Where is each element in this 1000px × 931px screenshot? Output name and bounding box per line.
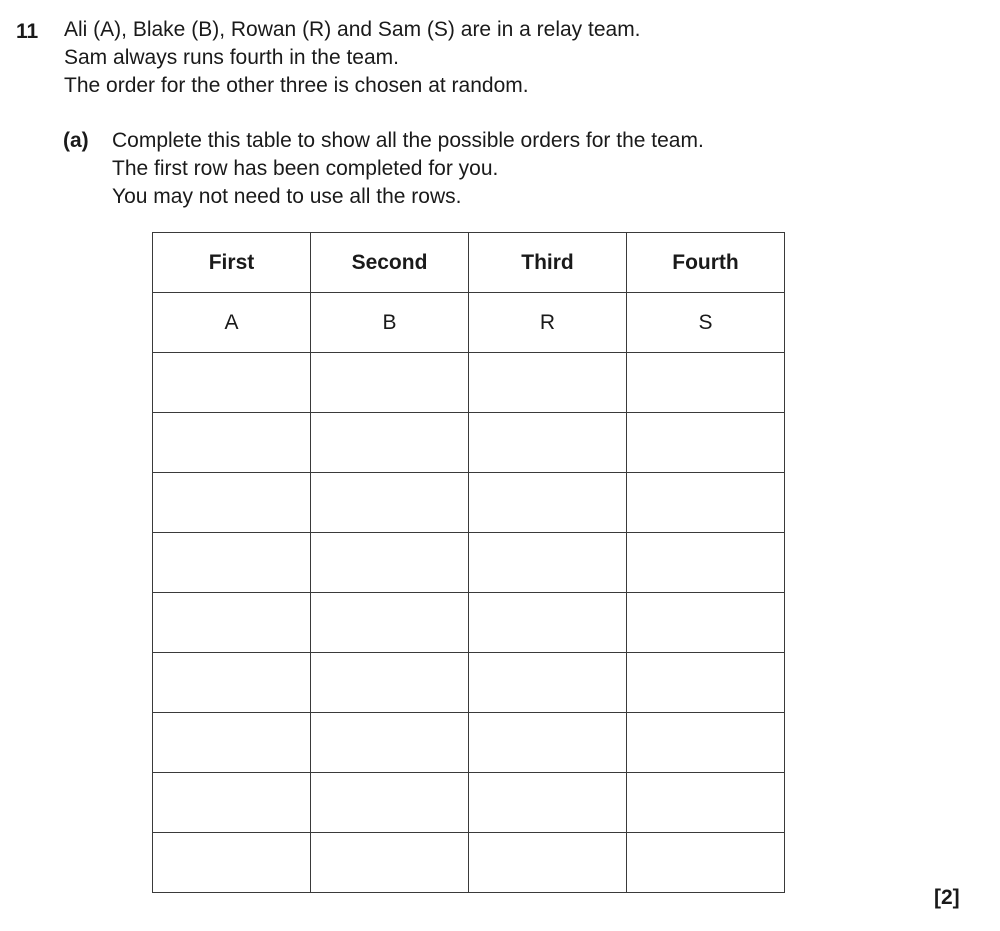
table-row (153, 533, 785, 593)
table-cell[interactable] (311, 713, 469, 773)
table-row (153, 833, 785, 893)
instruction-line: You may not need to use all the rows. (112, 185, 462, 208)
part-a-instructions (112, 127, 704, 211)
table-cell[interactable] (627, 473, 785, 533)
stem-line: Ali (A), Blake (B), Rowan (R) and Sam (S) are in a relay team. (64, 18, 641, 41)
orders-table (152, 232, 785, 893)
table-cell[interactable] (311, 353, 469, 413)
table-cell[interactable] (469, 713, 627, 773)
header-second: Second (311, 233, 469, 293)
instruction-line: The first row has been completed for you. (112, 157, 499, 180)
table-cell[interactable] (469, 833, 627, 893)
table-cell[interactable] (153, 713, 311, 773)
table-cell[interactable] (153, 353, 311, 413)
table-row (153, 773, 785, 833)
table-cell: R (469, 293, 627, 353)
table-cell[interactable] (627, 353, 785, 413)
table-row (153, 473, 785, 533)
question-stem (64, 16, 641, 100)
table-cell[interactable] (153, 833, 311, 893)
table-cell[interactable] (311, 533, 469, 593)
table-cell[interactable] (469, 353, 627, 413)
table-cell[interactable] (627, 413, 785, 473)
question-number: 11 (16, 20, 39, 43)
table-cell[interactable] (153, 473, 311, 533)
table-cell[interactable] (469, 413, 627, 473)
table-cell[interactable] (627, 593, 785, 653)
table-cell[interactable] (469, 593, 627, 653)
table-row (153, 713, 785, 773)
table-cell[interactable] (469, 533, 627, 593)
table-cell[interactable] (469, 773, 627, 833)
instruction-line: Complete this table to show all the possible orders for the team. (112, 129, 704, 152)
table-cell[interactable] (153, 773, 311, 833)
table-cell[interactable] (153, 413, 311, 473)
stem-line: The order for the other three is chosen at random. (64, 74, 529, 97)
header-first: First (153, 233, 311, 293)
marks-indicator: [2] (934, 886, 960, 909)
table-row (153, 353, 785, 413)
table-cell[interactable] (311, 593, 469, 653)
table-cell[interactable] (469, 473, 627, 533)
table-cell[interactable] (469, 653, 627, 713)
table-cell[interactable] (153, 653, 311, 713)
orders-table-body (153, 293, 785, 893)
table-cell: A (153, 293, 311, 353)
table-cell[interactable] (627, 533, 785, 593)
table-cell[interactable] (627, 773, 785, 833)
table-cell[interactable] (311, 413, 469, 473)
table-cell[interactable] (311, 653, 469, 713)
header-third: Third (469, 233, 627, 293)
part-a-label: (a) (63, 129, 89, 152)
header-row (153, 233, 785, 293)
table-cell[interactable] (627, 653, 785, 713)
table-cell[interactable] (311, 833, 469, 893)
table-cell[interactable] (627, 833, 785, 893)
table-cell[interactable] (311, 773, 469, 833)
table-cell: B (311, 293, 469, 353)
table-cell[interactable] (627, 713, 785, 773)
table-cell[interactable] (153, 593, 311, 653)
table-cell[interactable] (153, 533, 311, 593)
table-row (153, 413, 785, 473)
table-cell: S (627, 293, 785, 353)
table-row (153, 293, 785, 353)
stem-line: Sam always runs fourth in the team. (64, 46, 399, 69)
table-cell[interactable] (311, 473, 469, 533)
table-row (153, 593, 785, 653)
table-row (153, 653, 785, 713)
header-fourth: Fourth (627, 233, 785, 293)
